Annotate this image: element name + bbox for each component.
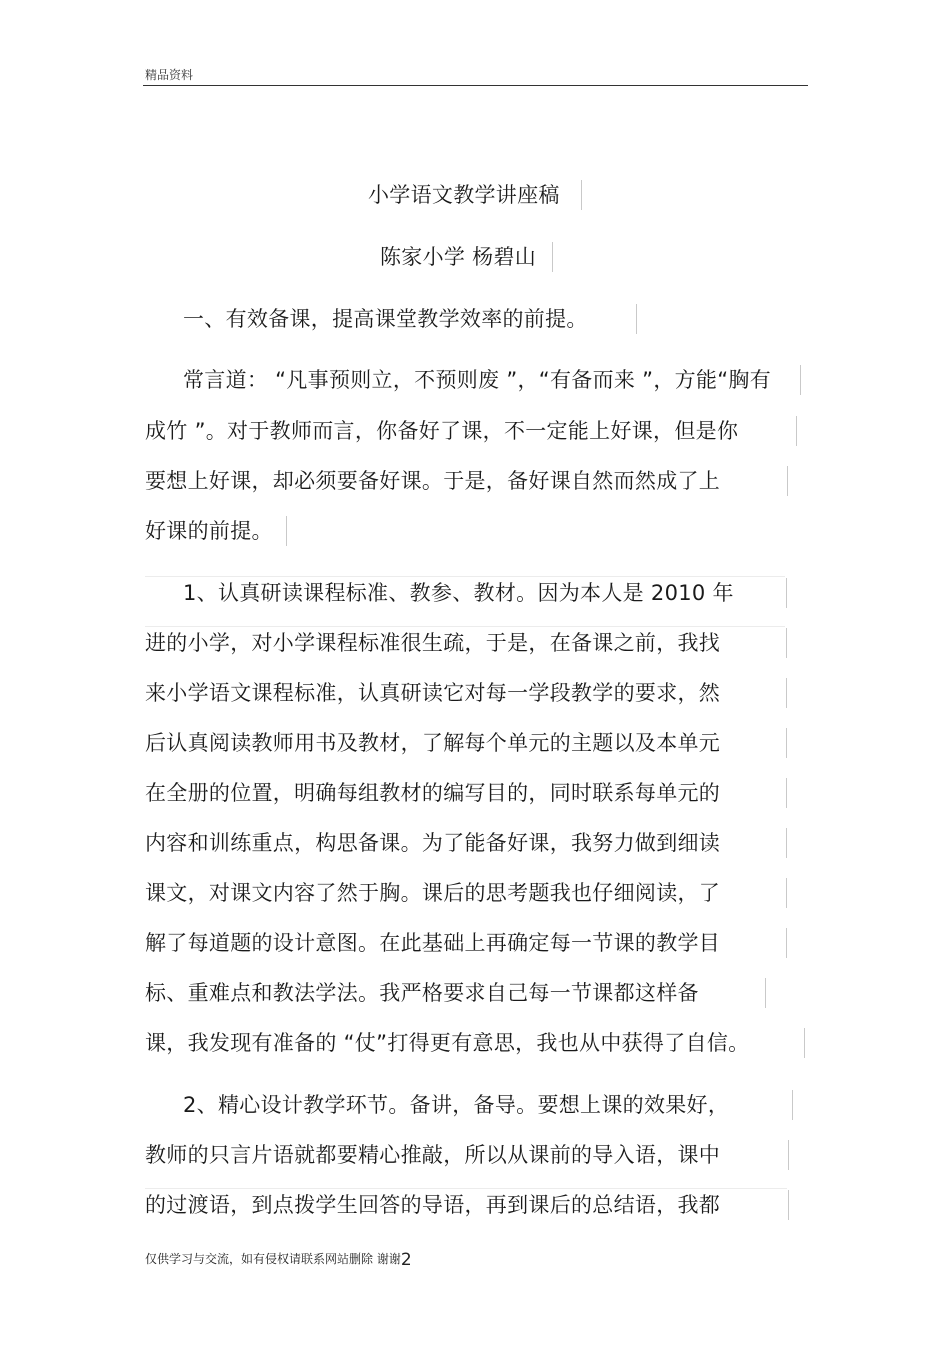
scan-artifact [786, 928, 787, 958]
scan-artifact [765, 978, 766, 1008]
header-label: 精品资料 [145, 68, 194, 82]
paragraph-line: 标、重难点和教法学法。我严格要求自己每一节课都这样备 [145, 981, 699, 1005]
header-rule [143, 85, 808, 86]
scan-artifact [145, 1188, 787, 1189]
paragraph-line: 2、精心设计教学环节。备讲，备导。要想上课的效果好， [183, 1093, 730, 1117]
paragraph-line: 内容和训练重点，构思备课。为了能备好课，我努力做到细读 [145, 831, 721, 855]
paragraph-line: 进的小学，对小学课程标准很生疏，于是，在备课之前，我找 [145, 631, 721, 655]
paragraph-line: 要想上好课，却必须要备好课。于是，备好课自然而然成了上 [145, 469, 721, 493]
scan-artifact [286, 516, 287, 546]
scan-artifact [788, 1140, 789, 1170]
scan-artifact [636, 304, 637, 334]
scan-artifact [786, 578, 787, 608]
section-heading: 一、有效备课，提高课堂教学效率的前提。 [183, 307, 588, 331]
paragraph-line: 的过渡语，到点拨学生回答的导语，再到课后的总结语，我都 [145, 1193, 721, 1217]
paragraph-line: 来小学语文课程标准，认真研读它对每一学段教学的要求，然 [145, 681, 721, 705]
paragraph-line: 常言道： “凡事预则立，不预则废 ”，“有备而来 ”，方能“胸有 [183, 368, 772, 392]
paragraph-line: 课文，对课文内容了然于胸。课后的思考题我也仔细阅读，了 [145, 881, 721, 905]
scan-artifact [786, 678, 787, 708]
footer [145, 1250, 412, 1270]
paragraph-line: 后认真阅读教师用书及教材，了解每个单元的主题以及本单元 [145, 731, 721, 755]
scan-artifact [796, 416, 797, 446]
footer-text: 仅供学习与交流，如有侵权请联系网站删除 谢谢 [145, 1252, 401, 1266]
paragraph-line: 教师的只言片语就都要精心推敲，所以从课前的导入语，课中 [145, 1143, 721, 1167]
paragraph-line: 课，我发现有准备的 “仗”打得更有意思，我也从中获得了自信。 [145, 1031, 750, 1055]
scan-artifact [787, 466, 788, 496]
scan-artifact [786, 778, 787, 808]
paragraph-line: 在全册的位置，明确每组教材的编写目的，同时联系每单元的 [145, 781, 721, 805]
paragraph-line: 成竹 ”。对于教师而言，你备好了课，不一定能上好课，但是你 [145, 419, 739, 443]
scan-artifact [786, 878, 787, 908]
page-number: 2 [400, 1250, 412, 1270]
paragraph-line: 1、认真研读课程标准、教参、教材。因为本人是 2010 年 [183, 581, 734, 605]
scan-artifact [792, 1090, 793, 1120]
scan-artifact [786, 628, 787, 658]
scan-artifact [581, 180, 582, 210]
scan-artifact [804, 1028, 805, 1058]
paragraph-line: 好课的前提。 [145, 519, 273, 543]
scan-artifact [786, 728, 787, 758]
paragraph-line: 解了每道题的设计意图。在此基础上再确定每一节课的教学目 [145, 931, 721, 955]
scan-artifact [145, 626, 785, 627]
scan-artifact [788, 1190, 789, 1220]
scan-artifact [786, 828, 787, 858]
scan-artifact [552, 242, 553, 272]
scan-artifact [800, 365, 801, 395]
scan-artifact [145, 576, 785, 577]
document-author: 陈家小学 杨碧山 [380, 245, 537, 269]
document-title: 小学语文教学讲座稿 [368, 183, 560, 207]
